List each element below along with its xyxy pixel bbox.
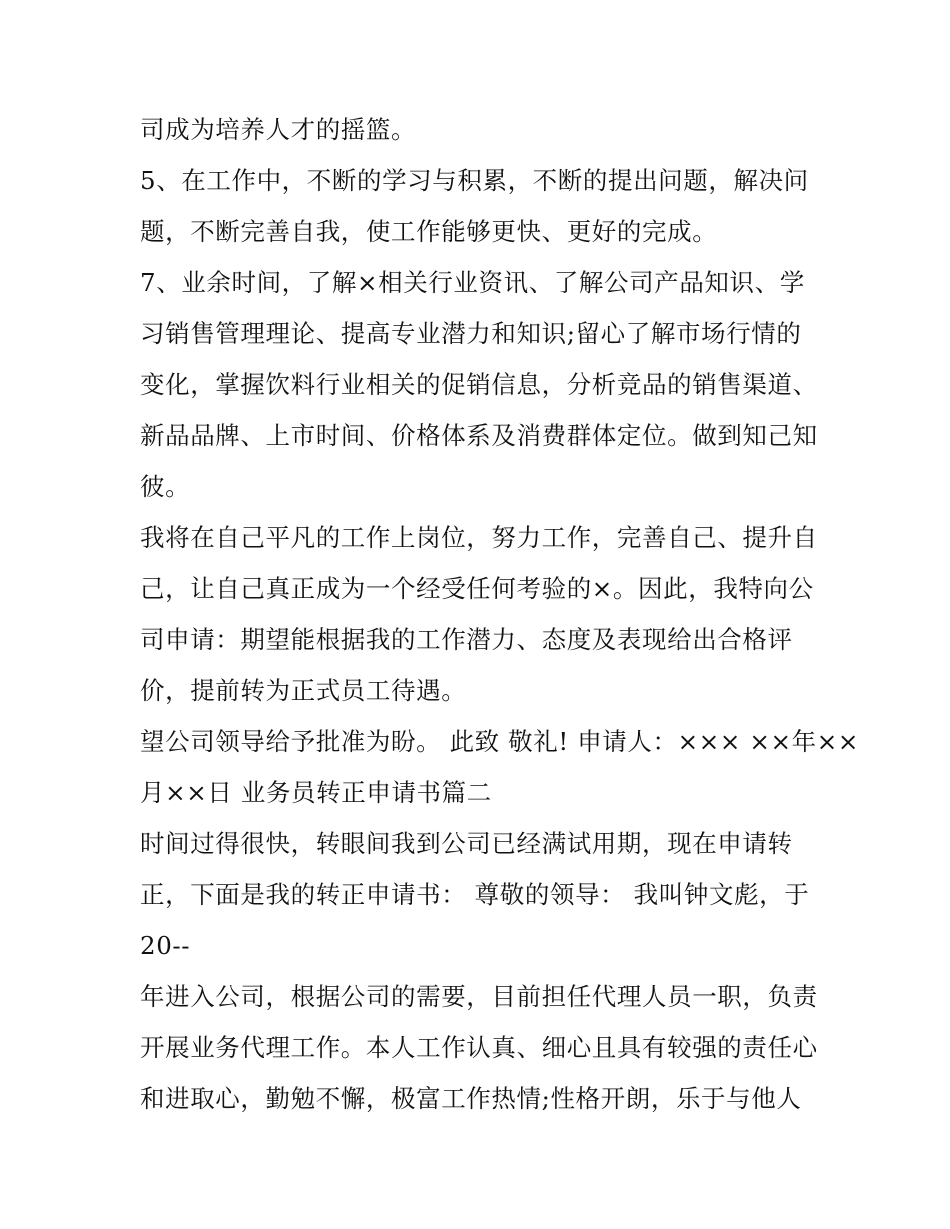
text-line: 司申请：期望能根据我的工作潜力、态度及表现给出合格评 <box>140 625 793 654</box>
text-line: 望公司领导给予批准为盼。 此致 敬礼! 申请人：××× ××年×× <box>140 727 859 756</box>
text-line: 年进入公司，根据公司的需要，目前担任代理人员一职，负责 <box>140 982 818 1011</box>
text-line: 时间过得很快，转眼间我到公司已经满试用期，现在申请转 <box>140 829 793 858</box>
text-line: 彼。 <box>140 472 191 501</box>
text-line: 开展业务代理工作。本人工作认真、细心且具有较强的责任心 <box>140 1033 818 1062</box>
text-line: 己，让自己真正成为一个经受任何考验的×。因此，我特向公 <box>140 574 814 603</box>
text-line: 月××日 业务员转正申请书篇二 <box>140 778 492 807</box>
text-line: 我将在自己平凡的工作上岗位，努力工作，完善自己、提升自 <box>140 523 818 552</box>
document-body <box>140 104 859 1124</box>
text-line: 价，提前转为正式员工待遇。 <box>140 676 467 705</box>
text-line: 20-- <box>140 931 191 960</box>
text-line: 题，不断完善自我，使工作能够更快、更好的完成。 <box>140 217 718 246</box>
text-line: 新品品牌、上市时间、价格体系及消费群体定位。做到知己知 <box>140 421 818 450</box>
text-line: 司成为培养人才的摇篮。 <box>140 115 417 144</box>
text-line: 正，下面是我的转正申请书： 尊敬的领导： 我叫钟文彪，于 <box>140 880 810 909</box>
text-line: 和进取心，勤勉不懈，极富工作热情;性格开朗，乐于与他人 <box>140 1084 802 1113</box>
text-line: 习销售管理理论、提高专业潜力和知识;留心了解市场行情的 <box>140 319 802 348</box>
text-line: 变化，掌握饮料行业相关的促销信息，分析竞品的销售渠道、 <box>140 370 818 399</box>
text-line: 5、在工作中，不断的学习与积累，不断的提出问题，解决问 <box>140 166 809 195</box>
text-line: 7、业余时间，了解×相关行业资讯、了解公司产品知识、学 <box>140 268 805 297</box>
